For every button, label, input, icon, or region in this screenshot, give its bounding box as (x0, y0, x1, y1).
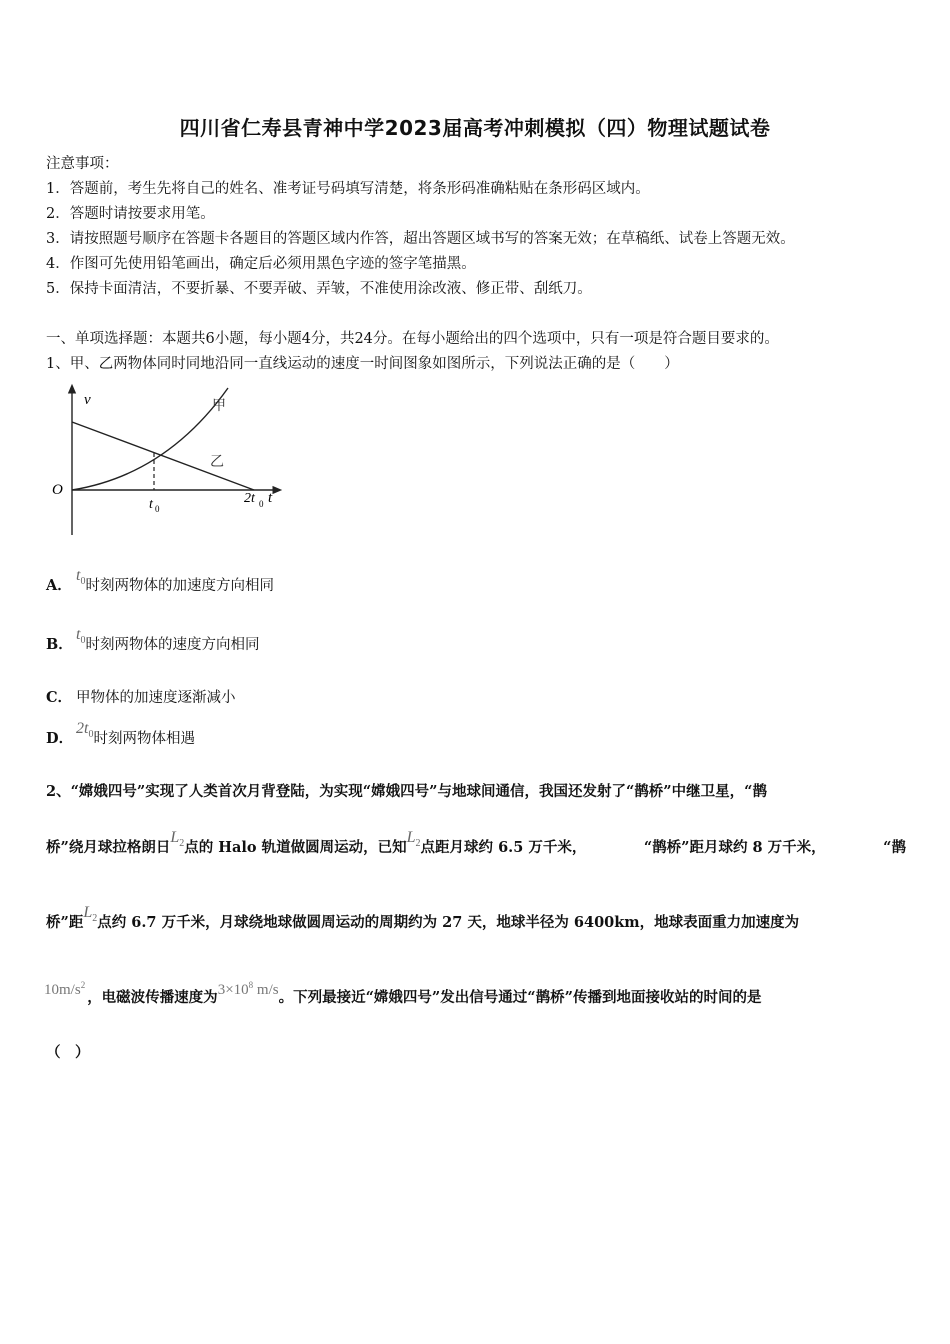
option-text: 甲物体的加速度逐渐减小 (76, 690, 236, 706)
option-text: 时刻两物体的速度方向相同 (85, 637, 260, 653)
option-a[interactable] (46, 567, 274, 597)
option-letter: C． (46, 689, 73, 706)
notice-item: 3．请按照题号顺序在答题卡各题目的答题区域内作答，超出答题区域书写的答案无效；在草稿纸、试卷上答题无效。 (46, 231, 795, 247)
math-t0: $t_0$ (76, 626, 86, 647)
question-2-line-3: 桥”距$L_2$点约 6.7 万千米，月球绕地球做圆周运动的周期约为 27 天，地球半径为 6400km，地球表面重力加速度为 (46, 904, 800, 931)
t0-label: t (149, 497, 153, 512)
option-b[interactable] (46, 626, 260, 656)
yi-label: 乙 (210, 455, 224, 470)
jia-label: 甲 (212, 399, 226, 414)
notice-item: 2．答题时请按要求用笔。 (46, 206, 215, 222)
option-letter: B． (46, 636, 73, 653)
curve-jia (72, 388, 228, 490)
math-2t0: $2t_0$ (76, 720, 94, 741)
option-letter: A． (46, 577, 72, 594)
two-t0-label: 2t (244, 491, 255, 506)
math-c: $3\times 10^8$ m/s (217, 980, 279, 998)
math-L2: $L_2$ (406, 829, 421, 850)
question-2-line-2: 桥”绕月球拉格朗日$L_2$点的 Halo 轨道做圆周运动，已知$L_2$点距月球约 6.5 万千米， “鹊桥”距月球约 8 万千米， “鹊 (46, 829, 906, 856)
option-letter: D． (46, 730, 74, 747)
t-axis-label: t (268, 490, 273, 506)
v-axis-label: v (84, 392, 91, 408)
vt-graph (46, 380, 286, 540)
option-d[interactable] (46, 720, 195, 750)
option-c[interactable] (46, 686, 236, 707)
question-2-line-1: 2、“嫦娥四号”实现了人类首次月背登陆，为实现“嫦娥四号”与地球间通信，我国还发射了“鹊桥”中继卫星，“鹊 (46, 783, 767, 800)
question-2-line-5: （ ） (46, 1044, 90, 1061)
section-heading: 一、单项选择题：本题共6小题，每小题4分，共24分。在每小题给出的四个选项中，只有一项是符合题目要求的。 (46, 331, 779, 347)
option-text: 时刻两物体的加速度方向相同 (85, 578, 274, 594)
notice-item: 4．作图可先使用铅笔画出，确定后必须用黑色字迹的签字笔描黑。 (46, 256, 476, 272)
question-1-stem: 1、甲、乙两物体同时同地沿同一直线运动的速度一时间图象如图所示，下列说法正确的是（ ） (46, 356, 679, 372)
question-2-line-4: $10m/s^2$，电磁波传播速度为$3\times 10^8$ m/s。下列最接近“嫦娥四号”发出信号通过“鹊桥”传播到地面接收站的时间的是 (44, 980, 762, 1006)
t0-sub: 0 (155, 504, 160, 514)
two-t0-sub: 0 (259, 499, 264, 509)
math-t0: $t_0$ (76, 567, 86, 588)
notice-item: 1．答题前，考生先将自己的姓名、准考证号码填写清楚，将条形码准确粘贴在条形码区域内。 (46, 181, 650, 197)
notice-item: 5．保持卡面清洁，不要折暴、不要弄破、弄皱，不准使用涂改液、修正带、刮纸刀。 (46, 281, 592, 297)
notice-heading: 注意事项： (46, 156, 119, 172)
math-L2: $L_2$ (170, 829, 185, 850)
option-text: 时刻两物体相遇 (93, 731, 195, 747)
origin-label: O (52, 482, 63, 498)
math-L2: $L_2$ (83, 904, 98, 925)
line-yi (72, 422, 254, 490)
math-g: $10m/s^2$ (44, 980, 86, 998)
page-title: 四川省仁寿县青神中学2023届高考冲刺模拟（四）物理试题试卷 (179, 116, 771, 140)
